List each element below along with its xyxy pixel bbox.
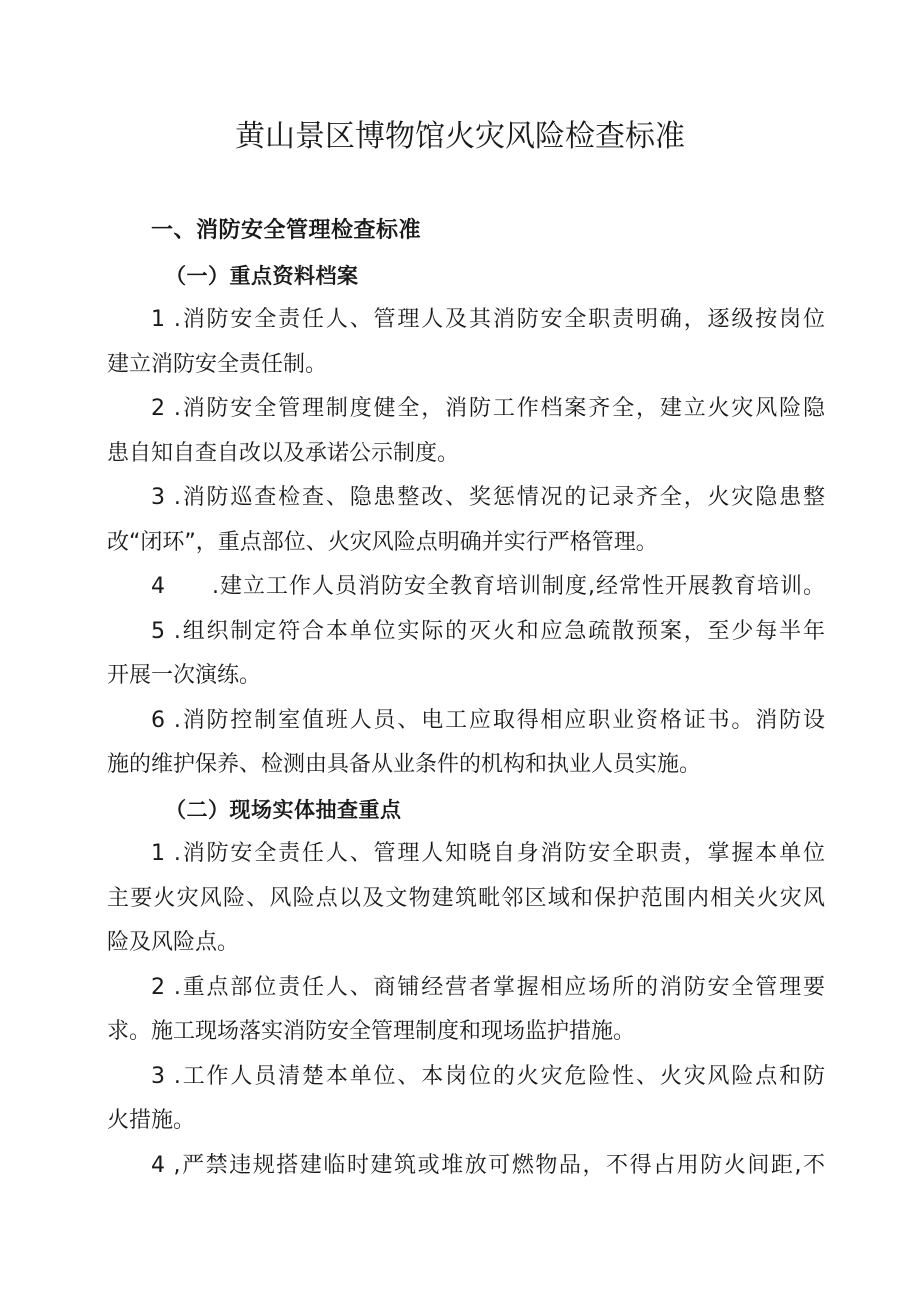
paragraph-line: 险及风险点。 bbox=[107, 930, 240, 955]
paragraph-line: 施的维护保养、检测由具备从业条件的机构和执业人员实施。 bbox=[107, 752, 702, 777]
paragraph-line: 改“闭环”，重点部位、火灾风险点明确并实行严格管理。 bbox=[107, 529, 658, 555]
page-title: 黄山景区博物馆火灾风险检查标准 bbox=[235, 119, 685, 154]
paragraph-line: 2 .重点部位责任人、商铺经营者掌握相应场所的消防安全管理要 bbox=[151, 974, 825, 1000]
paragraph-line: 3 .消防巡查检查、隐患整改、奖惩情况的记录齐全，火灾隐患整 bbox=[151, 485, 825, 510]
paragraph-line: 开展一次演练。 bbox=[107, 663, 262, 688]
paragraph-line: 主要火灾风险、风险点以及文物建筑毗邻区域和保护范围内相关火灾风 bbox=[107, 885, 825, 911]
subsection-heading: （二）现场实体抽查重点 bbox=[165, 797, 402, 822]
paragraph-line: 求。施工现场落实消防安全管理制度和现场监护措施。 bbox=[107, 1019, 636, 1044]
paragraph-line: 火措施。 bbox=[107, 1108, 196, 1133]
paragraph-line: 4 .建立工作人员消防安全教育培训制度,经常性开展教育培训。 bbox=[151, 574, 825, 599]
section-heading: 一、消防安全管理检查标准 bbox=[151, 218, 422, 243]
paragraph-line: 3 .工作人员清楚本单位、本岗位的火灾危险性、火灾风险点和防 bbox=[151, 1063, 825, 1089]
paragraph-line: 4 ,严禁违规搭建临时建筑或堆放可燃物品，不得占用防火间距,不 bbox=[151, 1152, 825, 1178]
paragraph-line: 1 .消防安全责任人、管理人知晓自身消防安全职责，掌握本单位 bbox=[151, 841, 825, 866]
subsection-heading: （一）重点资料档案 bbox=[165, 263, 359, 288]
paragraph-line: 2 .消防安全管理制度健全，消防工作档案齐全，建立火灾风险隐 bbox=[151, 396, 825, 421]
paragraph-line: 6 .消防控制室值班人员、电工应取得相应职业资格证书。消防设 bbox=[151, 707, 825, 733]
paragraph-line: 1 .消防安全责任人、管理人及其消防安全职责明确，逐级按岗位 bbox=[151, 307, 825, 332]
paragraph-line: 患自知自查自改以及承诺公示制度。 bbox=[107, 440, 460, 466]
paragraph-line: 5 .组织制定符合本单位实际的灭火和应急疏散预案，至少每半年 bbox=[151, 618, 825, 644]
document-body bbox=[107, 209, 825, 1188]
paragraph-line: 建立消防安全责任制。 bbox=[107, 351, 328, 377]
